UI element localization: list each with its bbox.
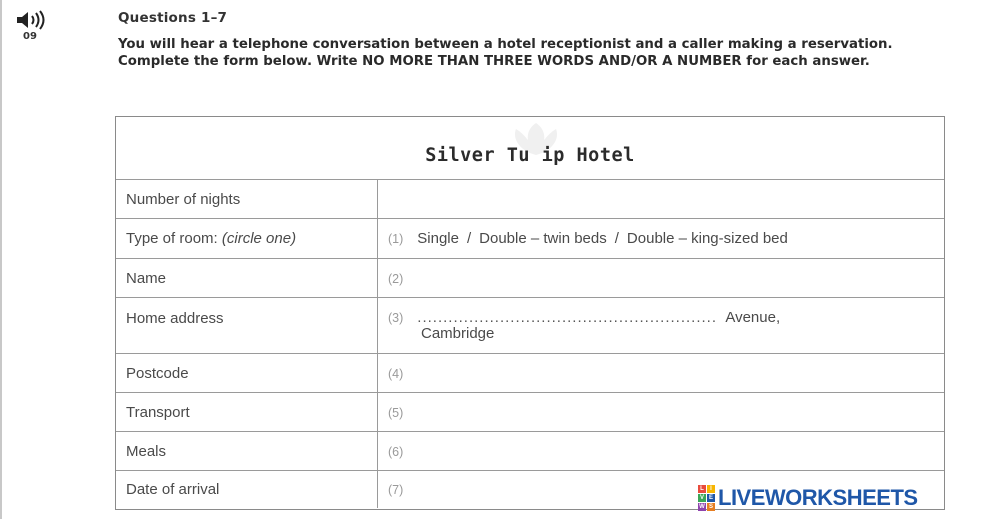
- page-edge: [0, 0, 2, 519]
- option-single[interactable]: Single: [417, 230, 459, 247]
- row-label: Meals: [116, 432, 378, 471]
- row-label: [116, 219, 378, 259]
- answer-field-transport[interactable]: [378, 393, 945, 432]
- question-number: (7): [388, 482, 404, 497]
- address-street: Avenue,: [725, 309, 781, 326]
- form-row: [116, 219, 944, 259]
- form-title-row: [116, 117, 944, 179]
- row-label: Date of arrival: [116, 471, 378, 508]
- logo-cube: V: [699, 495, 704, 501]
- option-double-king[interactable]: Double – king-sized bed: [626, 230, 788, 247]
- track-number: 09: [23, 31, 37, 42]
- row-label: Postcode: [116, 354, 378, 393]
- question-number: (6): [388, 444, 404, 459]
- row-label: Number of nights: [116, 180, 378, 219]
- option-separator: /: [614, 230, 619, 247]
- label-text: Type of room:: [126, 230, 222, 247]
- row-label: Transport: [116, 393, 378, 432]
- answer-field-meals[interactable]: [378, 432, 945, 471]
- room-type-options: [378, 219, 945, 259]
- section-heading: Questions 1–7: [118, 10, 228, 26]
- logo-text: LIVEWORKSHEETS: [718, 485, 918, 510]
- question-number: (2): [388, 271, 404, 286]
- logo-cube: S: [708, 504, 713, 510]
- form-row: [116, 259, 944, 298]
- form-table: [116, 179, 944, 508]
- answer-field-nights[interactable]: [378, 180, 945, 219]
- speaker-icon[interactable]: [16, 10, 50, 30]
- logo-cube: I: [707, 485, 715, 493]
- form-row: [116, 180, 944, 219]
- question-number: (1): [388, 232, 404, 246]
- answer-field-name[interactable]: [378, 259, 945, 298]
- liveworksheets-logo[interactable]: [698, 485, 918, 511]
- row-label: Name: [116, 259, 378, 298]
- form-title: Silver Tu ip Hotel: [425, 144, 635, 166]
- logo-cube: E: [708, 495, 713, 501]
- reservation-form: [115, 116, 945, 510]
- audio-player[interactable]: [16, 10, 56, 30]
- logo-cube: W: [699, 504, 705, 510]
- form-row: [116, 298, 944, 354]
- option-separator: /: [466, 230, 472, 247]
- instructions-text: You will hear a telephone conversation between a hotel receptionist and a caller making a reservation. Complete the form below. Write NO MORE THAN THREE WORDS AND/OR A NUMBER for each answer.: [118, 37, 893, 69]
- address-city: Cambridge: [421, 325, 495, 342]
- question-number: (3): [388, 311, 404, 325]
- answer-field-address[interactable]: [378, 298, 945, 354]
- row-label: Home address: [116, 298, 378, 354]
- form-row: [116, 393, 944, 432]
- option-double-twin[interactable]: Double – twin beds: [479, 230, 607, 247]
- logo-cube: L: [698, 485, 706, 493]
- answer-field-postcode[interactable]: [378, 354, 945, 393]
- form-row: [116, 354, 944, 393]
- logo-cubes-icon: [698, 485, 715, 511]
- question-number: (5): [388, 405, 404, 420]
- form-row: [116, 432, 944, 471]
- label-em: (circle one): [221, 230, 297, 247]
- question-number: (4): [388, 366, 404, 381]
- blank-dots: ..........................................................: [417, 309, 717, 326]
